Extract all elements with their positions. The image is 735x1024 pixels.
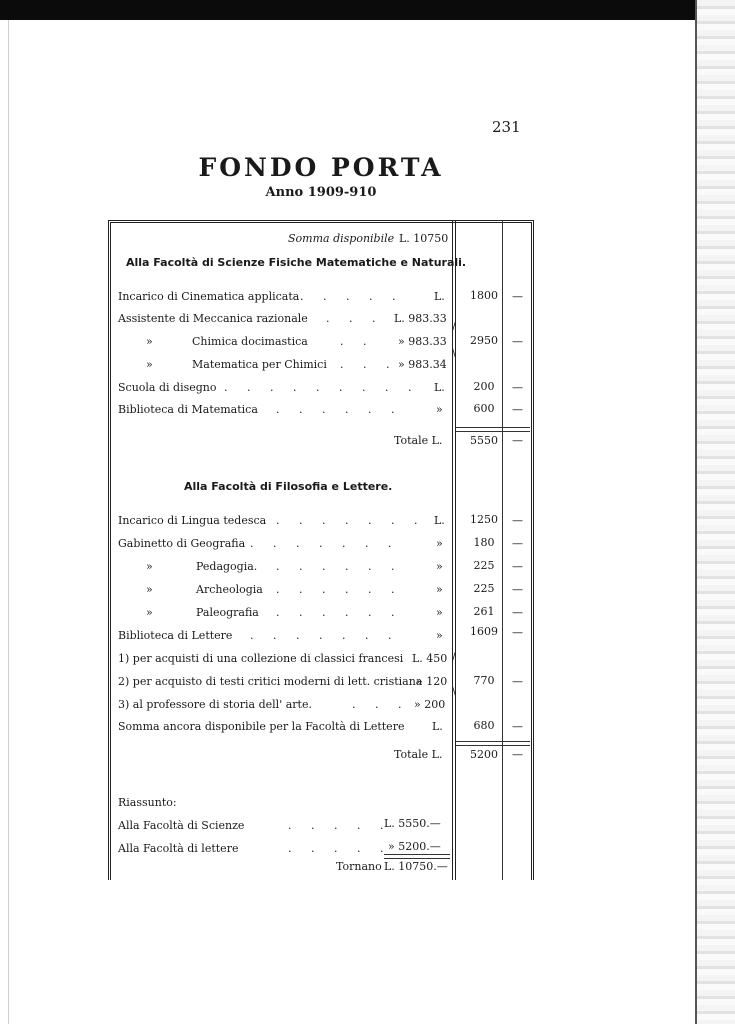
ledger-row-inner: » 983.34 xyxy=(398,358,447,371)
ledger-row-inner: » xyxy=(436,560,443,573)
page-left-edge xyxy=(8,20,9,1024)
leader-dots: . . . . . xyxy=(300,290,404,303)
leader-dots: . . . . . . . xyxy=(250,629,400,642)
ledger-row-label: Somma ancora disponibile per la Facoltà di Lettere xyxy=(118,720,405,733)
leader-dots: . . . . . . xyxy=(276,606,403,619)
ledger-row-label: Gabinetto di Geografia xyxy=(118,537,246,550)
section-heading: Alla Facoltà di Filosofia e Lettere. xyxy=(184,480,393,493)
leader-dots: . . xyxy=(340,335,375,348)
ledger-row-dash: — xyxy=(512,560,523,573)
somma-disponibile-value: L. 10750 xyxy=(399,232,449,245)
leader-dots: . . . . . xyxy=(288,842,392,855)
ledger-row-total: 1250 xyxy=(470,513,498,526)
leader-dots: . . . xyxy=(326,312,384,325)
ditto-mark: » xyxy=(146,606,153,619)
ledger-row-label: 2) per acquisto di testi critici moderni di lett. cristiana xyxy=(118,675,423,688)
ledger-row-label: 1) per acquisti di una collezione di classici francesi xyxy=(118,652,404,665)
ledger-row-inner: » xyxy=(436,583,443,596)
leader-dots: . . . xyxy=(340,358,398,371)
ledger-row-label: Chimica docimastica xyxy=(192,335,308,348)
ledger-row-total: 1609 xyxy=(470,625,498,638)
totale-dash: — xyxy=(512,748,523,761)
ledger-row-dash: — xyxy=(512,403,523,416)
ledger-row-dash: — xyxy=(512,335,523,348)
ledger-row-total: 180 xyxy=(473,536,495,549)
ledger-row-label: Incarico di Cinematica applicata xyxy=(118,290,300,303)
ledger-row-total: 770 xyxy=(473,674,495,687)
section-heading: Alla Facoltà di Scienze Fisiche Matematiche e Naturali. xyxy=(126,256,467,269)
ledger-row-inner: L. xyxy=(432,720,443,733)
totale-label: Totale L. xyxy=(394,748,443,761)
ledger-row-inner: » xyxy=(436,403,443,416)
ledger-row-label: Biblioteca di Matematica xyxy=(118,403,258,416)
ledger-row-total: 2950 xyxy=(470,334,498,347)
tornano-label: Tornano xyxy=(336,860,382,873)
page-number: 231 xyxy=(492,118,521,136)
brace-mark: / xyxy=(452,320,456,333)
total-rule xyxy=(456,427,530,432)
ledger-row-label: Assistente di Meccanica razionale xyxy=(118,312,308,325)
total-rule xyxy=(456,741,530,746)
ledger-row-total: 261 xyxy=(473,605,495,618)
ledger-row-inner: L. xyxy=(434,381,445,394)
ledger-row-inner: » 120 xyxy=(416,675,448,688)
ledger-row-dash: — xyxy=(512,675,523,688)
ledger-row-dash: — xyxy=(512,514,523,527)
totale-value: 5550 xyxy=(470,434,498,447)
ditto-mark: » xyxy=(146,583,153,596)
page-right-edge xyxy=(697,0,735,1024)
brace-mark: / xyxy=(452,650,456,663)
leader-dots: . . . . . . xyxy=(276,403,403,416)
ledger-row-total: 225 xyxy=(473,559,495,572)
ledger-row-inner: » xyxy=(436,629,443,642)
ledger-row-total: 680 xyxy=(473,719,495,732)
ledger-row-inner: » 983.33 xyxy=(398,335,447,348)
ditto-mark: » xyxy=(146,560,153,573)
ledger-row-label: Matematica per Chimici xyxy=(192,358,327,371)
ledger-column-divider xyxy=(452,220,456,880)
riassunto-row-value: L. 5550.— xyxy=(384,817,441,830)
totale-label: Totale L. xyxy=(394,434,443,447)
page-title: FONDO PORTA xyxy=(198,153,444,182)
ditto-mark: » xyxy=(146,335,153,348)
ledger-row-label: Incarico di Lingua tedesca xyxy=(118,514,267,527)
ledger-row-dash: — xyxy=(512,537,523,550)
ledger-row-label: Biblioteca di Lettere xyxy=(118,629,233,642)
leader-dots: . . . . . . xyxy=(276,583,403,596)
ledger-row-dash: — xyxy=(512,626,523,639)
leader-dots: . . . . . xyxy=(288,819,392,832)
leader-dots: . . . xyxy=(352,698,410,711)
ledger-row-total: 200 xyxy=(473,380,495,393)
leader-dots: . . . . . . xyxy=(276,560,403,573)
ledger-row-total: 1800 xyxy=(470,289,498,302)
ledger-row-inner: » xyxy=(436,606,443,619)
ledger-column-divider xyxy=(502,220,503,880)
leader-dots: . . . . . . . . . xyxy=(224,381,420,394)
riassunto-heading: Riassunto: xyxy=(118,796,177,809)
totale-value: 5200 xyxy=(470,748,498,761)
brace-mark: \ xyxy=(452,346,456,359)
ledger-row-total: 225 xyxy=(473,582,495,595)
page-subtitle: Anno 1909-910 xyxy=(265,185,377,200)
ledger-row-inner: » 200 xyxy=(414,698,446,711)
riassunto-row-value: » 5200.— xyxy=(388,840,441,853)
ditto-mark: » xyxy=(146,358,153,371)
ledger-row-label: Scuola di disegno xyxy=(118,381,217,394)
ledger-row-inner: L. 983.33 xyxy=(394,312,447,325)
ledger-row-dash: — xyxy=(512,290,523,303)
scan-top-band xyxy=(0,0,735,20)
ledger-row-label: Archeologia xyxy=(196,583,263,596)
riassunto-row-label: Alla Facoltà di lettere xyxy=(118,842,239,855)
ledger-row-inner: L. xyxy=(434,290,445,303)
totale-dash: — xyxy=(512,434,523,447)
ledger-row-label: Pedagogia. xyxy=(196,560,258,573)
ledger-row-label: 3) al professore di storia dell' arte. xyxy=(118,698,312,711)
tornano-rule xyxy=(384,854,450,859)
ledger-row-inner: L. 450 xyxy=(412,652,448,665)
ledger-row-dash: — xyxy=(512,606,523,619)
riassunto-row-label: Alla Facoltà di Scienze xyxy=(118,819,245,832)
ledger-row-inner: » xyxy=(436,537,443,550)
leader-dots: . . . . . . . xyxy=(250,537,400,550)
somma-disponibile-label: Somma disponibile xyxy=(288,232,395,245)
brace-mark: \ xyxy=(452,684,456,697)
ledger-row-dash: — xyxy=(512,720,523,733)
ledger-row-inner: L. xyxy=(434,514,445,527)
ledger-row-total: 600 xyxy=(473,402,495,415)
ledger-row-label: Paleografia xyxy=(196,606,259,619)
tornano-value: L. 10750.— xyxy=(384,860,448,873)
ledger-row-dash: — xyxy=(512,583,523,596)
leader-dots: . . . . . . . xyxy=(276,514,426,527)
ledger-row-dash: — xyxy=(512,381,523,394)
